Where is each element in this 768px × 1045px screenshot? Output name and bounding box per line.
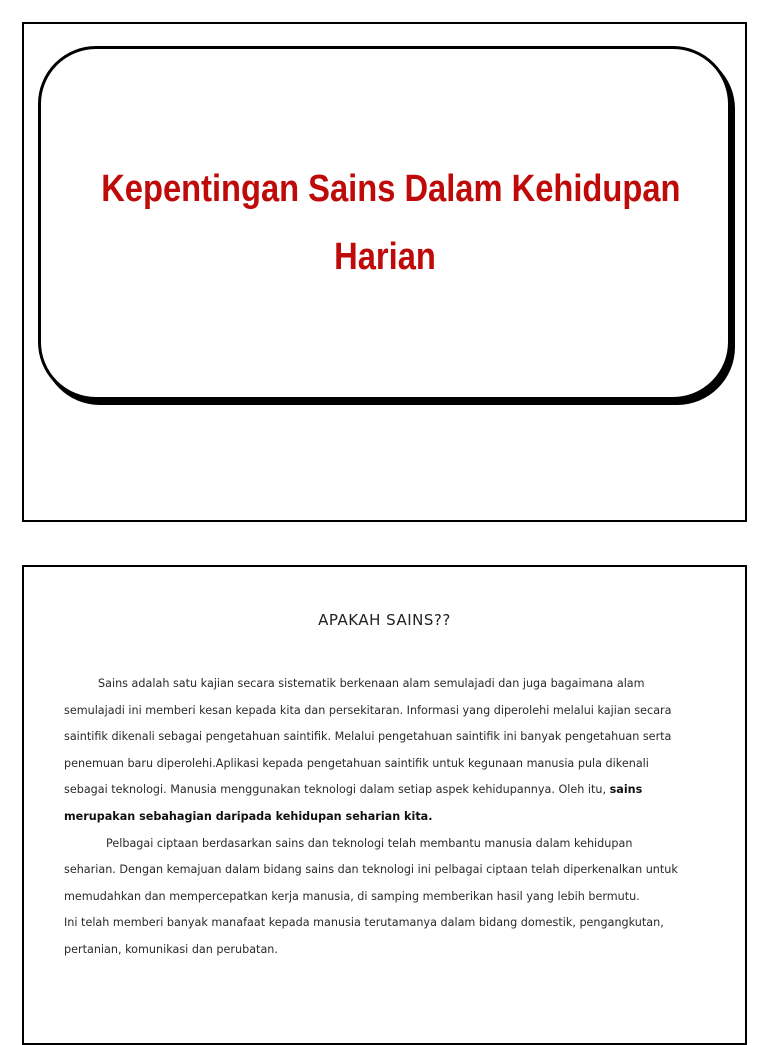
section-heading: APAKAH SAINS?? — [318, 611, 451, 629]
paragraph-1-line: semulajadi ini memberi kesan kepada kita dan persekitaran. Informasi yang diperolehi melalui kajian secara — [64, 703, 672, 717]
title-frame — [38, 46, 731, 400]
content-page — [22, 565, 747, 1045]
paragraph-1-line: penemuan baru diperolehi.Aplikasi kepada pengetahuan saintifik untuk kegunaan manusia pula dikenali — [64, 756, 649, 770]
paragraph-1-line: saintifik dikenali sebagai pengetahuan saintifik. Melalui pengetahuan saintifik ini banyak pengetahuan serta — [64, 730, 672, 744]
bold-emphasis-line: merupakan sebahagian daripada kehidupan seharian kita. — [64, 809, 433, 823]
paragraph-1-line: Sains adalah satu kajian secara sistematik berkenaan alam semulajadi dan juga bagaimana alam — [98, 677, 645, 690]
paragraph-1 — [64, 671, 714, 831]
title-line-1: Kepentingan Sains Dalam Kehidupan — [100, 168, 680, 210]
document-title — [100, 155, 680, 291]
paragraph-1-line: sebagai teknologi. Manusia menggunakan teknologi dalam setiap aspek kehidupannya. Oleh itu, sains — [64, 783, 643, 797]
paragraph-2-line: Ini telah memberi banyak manafaat kepada manusia terutamanya dalam bidang domestik, pengangkutan, — [64, 916, 664, 930]
paragraph-2-line: pertanian, komunikasi dan perubatan. — [64, 942, 278, 956]
cover-page — [22, 22, 747, 522]
paragraph-2-line: Pelbagai ciptaan berdasarkan sains dan teknologi telah membantu manusia dalam kehidupan — [106, 836, 633, 850]
title-line-2: Harian — [333, 236, 436, 278]
paragraph-2-line: seharian. Dengan kemajuan dalam bidang sains dan teknologi ini pelbagai ciptaan telah diperkenalkan untuk — [64, 863, 678, 877]
paragraph-2-line: memudahkan dan mempercepatkan kerja manusia, di samping memberikan hasil yang lebih bermutu. — [64, 889, 640, 903]
body-text — [64, 671, 714, 964]
paragraph-2 — [64, 831, 714, 964]
bold-emphasis: sains — [609, 783, 643, 797]
